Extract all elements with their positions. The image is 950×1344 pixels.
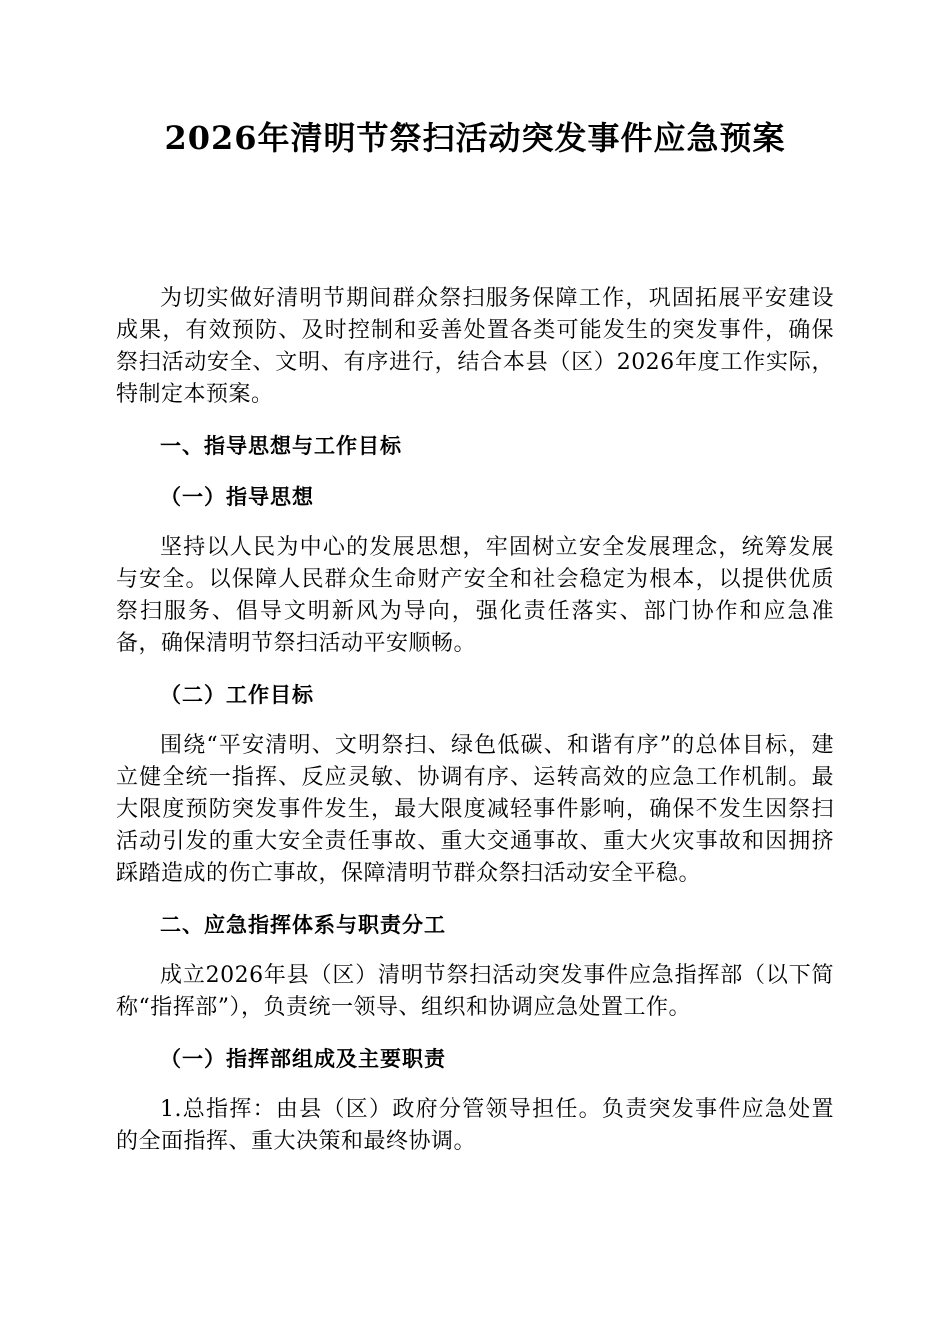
section-2-heading: 二、应急指挥体系与职责分工 (160, 913, 446, 937)
section-1-heading: 一、指导思想与工作目标 (160, 434, 402, 458)
section-1-2-heading: （二）工作目标 (160, 683, 314, 707)
section-2-1-item-1: 1.总指挥：由县（区）政府分管领导担任。负责突发事件应急处置的全面指挥、重大决策和最终协调。 (116, 1097, 834, 1154)
section-1-2-paragraph: 围绕“平安清明、文明祭扫、绿色低碳、和谐有序”的总体目标，建立健全统一指挥、反应灵敏、协调有序、运转高效的应急工作机制。最大限度预防突发事件发生，最大限度减轻事件影响，确保不发生因祭扫活动引发的重大安全责任事故、重大交通事故、重大火灾事故和因拥挤踩踏造成的伤亡事故，保障清明节群众祭扫活动安全平稳。 (116, 733, 834, 886)
document-title: 2026年清明节祭扫活动突发事件应急预案 (164, 119, 786, 157)
section-1-1-heading: （一）指导思想 (160, 485, 314, 509)
document-body (116, 283, 834, 1177)
section-2-paragraph: 成立2026年县（区）清明节祭扫活动突发事件应急指挥部（以下简称“指挥部”），负责统一领导、组织和协调应急处置工作。 (116, 963, 834, 1020)
section-2-1-heading: （一）指挥部组成及主要职责 (160, 1047, 446, 1071)
section-1-1-paragraph: 坚持以人民为中心的发展思想，牢固树立安全发展理念，统筹发展与安全。以保障人民群众生命财产安全和社会稳定为根本，以提供优质祭扫服务、倡导文明新风为导向，强化责任落实、部门协作和应急准备，确保清明节祭扫活动平安顺畅。 (116, 535, 834, 656)
intro-paragraph: 为切实做好清明节期间群众祭扫服务保障工作，巩固拓展平安建设成果，有效预防、及时控制和妥善处置各类可能发生的突发事件，确保祭扫活动安全、文明、有序进行，结合本县（区）2026年度工作实际，特制定本预案。 (116, 286, 834, 407)
